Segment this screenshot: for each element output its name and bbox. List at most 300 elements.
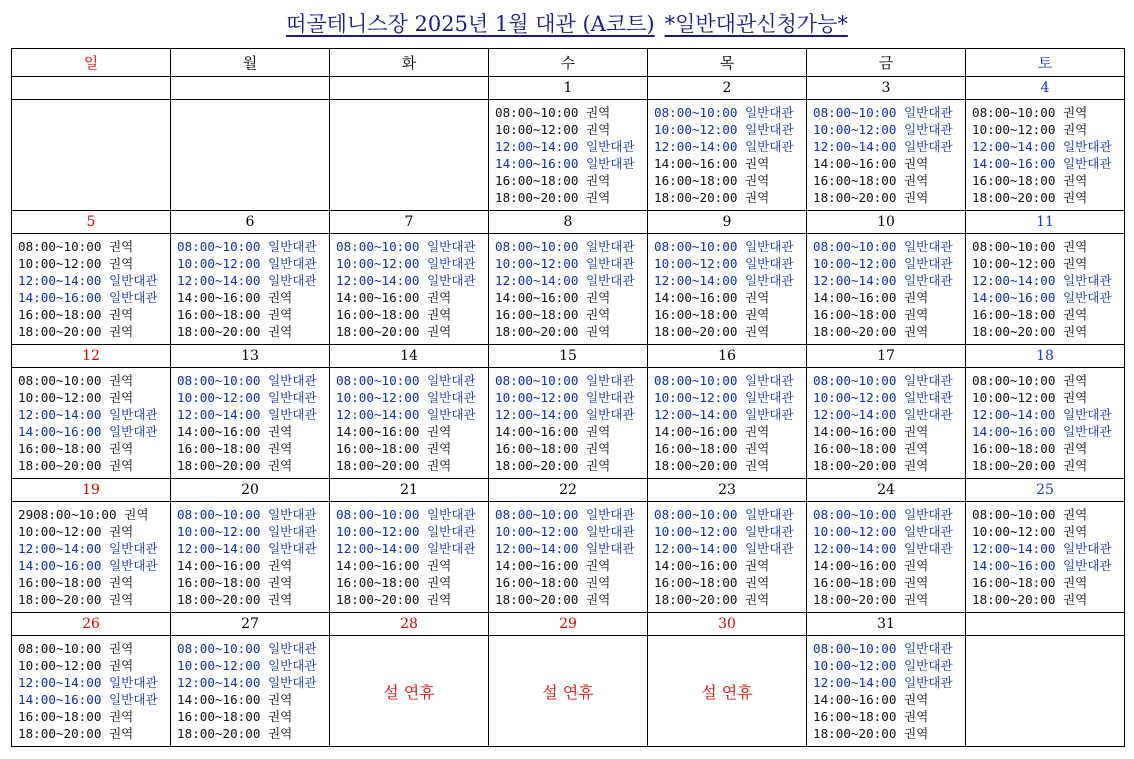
slot-open-rental[interactable] bbox=[813, 657, 965, 674]
day-cell bbox=[648, 368, 807, 479]
date-number: 22 bbox=[489, 479, 648, 502]
slot-regional bbox=[177, 691, 329, 708]
slot-label: 권역 bbox=[109, 373, 134, 388]
slot-label: 일반대관 bbox=[109, 424, 158, 439]
slot-time: 12:00~14:00 bbox=[177, 675, 261, 690]
slot-open-rental[interactable] bbox=[336, 406, 488, 423]
slot-label: 권역 bbox=[904, 592, 929, 607]
slot-label: 일반대관 bbox=[586, 373, 635, 388]
slot-open-rental[interactable] bbox=[495, 138, 647, 155]
slot-time: 08:00~10:00 bbox=[495, 507, 579, 522]
slot-regional bbox=[18, 657, 170, 674]
slot-open-rental[interactable] bbox=[177, 506, 329, 523]
day-cell bbox=[330, 100, 489, 211]
date-number: 11 bbox=[966, 211, 1125, 234]
slot-open-rental[interactable] bbox=[336, 540, 488, 557]
slot-open-rental[interactable] bbox=[813, 540, 965, 557]
slot-time: 10:00~12:00 bbox=[813, 122, 897, 137]
slot-label: 일반대관 bbox=[904, 105, 953, 120]
slot-time: 08:00~10:00 bbox=[336, 239, 420, 254]
slot-list bbox=[966, 234, 1124, 340]
slot-time: 18:00~20:00 bbox=[654, 190, 738, 205]
slot-label: 일반대관 bbox=[745, 139, 794, 154]
slot-time: 18:00~20:00 bbox=[972, 190, 1056, 205]
slot-time: 18:00~20:00 bbox=[972, 324, 1056, 339]
slot-label: 일반대관 bbox=[586, 239, 635, 254]
slot-regional bbox=[813, 289, 965, 306]
slot-time: 12:00~14:00 bbox=[972, 541, 1056, 556]
slot-regional bbox=[18, 372, 170, 389]
date-number bbox=[12, 77, 171, 100]
slot-open-rental[interactable] bbox=[813, 138, 965, 155]
slot-open-rental[interactable] bbox=[18, 557, 170, 574]
slot-time: 18:00~20:00 bbox=[495, 458, 579, 473]
slot-regional bbox=[813, 306, 965, 323]
slot-open-rental[interactable] bbox=[654, 389, 806, 406]
slot-label: 권역 bbox=[586, 290, 611, 305]
date-number: 27 bbox=[171, 613, 330, 636]
slot-time: 18:00~20:00 bbox=[813, 324, 897, 339]
date-number: 9 bbox=[648, 211, 807, 234]
slot-label: 권역 bbox=[1063, 592, 1088, 607]
day-cell bbox=[489, 502, 648, 613]
slot-time: 08:00~10:00 bbox=[177, 507, 261, 522]
slot-open-rental[interactable] bbox=[972, 155, 1124, 172]
holiday-label: 설 연휴 bbox=[542, 682, 594, 702]
slot-open-rental[interactable] bbox=[336, 523, 488, 540]
slot-open-rental[interactable] bbox=[495, 372, 647, 389]
slot-time: 10:00~12:00 bbox=[177, 256, 261, 271]
slot-open-rental[interactable] bbox=[177, 406, 329, 423]
slot-open-rental[interactable] bbox=[972, 138, 1124, 155]
slot-time: 12:00~14:00 bbox=[654, 541, 738, 556]
day-cell bbox=[648, 100, 807, 211]
slot-open-rental[interactable] bbox=[972, 272, 1124, 289]
slot-label: 일반대관 bbox=[268, 524, 317, 539]
day-cell bbox=[330, 234, 489, 345]
slot-time: 14:00~16:00 bbox=[654, 558, 738, 573]
week-slots-row bbox=[12, 100, 1125, 211]
slot-time: 18:00~20:00 bbox=[336, 592, 420, 607]
slot-open-rental[interactable] bbox=[336, 238, 488, 255]
weekday-header: 화 bbox=[330, 49, 489, 77]
slot-time: 16:00~18:00 bbox=[654, 441, 738, 456]
slot-regional bbox=[972, 104, 1124, 121]
slot-regional bbox=[18, 725, 170, 742]
slot-label: 권역 bbox=[124, 507, 149, 522]
slot-time: 12:00~14:00 bbox=[336, 541, 420, 556]
slot-list bbox=[12, 636, 170, 742]
slot-open-rental[interactable] bbox=[654, 238, 806, 255]
weekday-header: 월 bbox=[171, 49, 330, 77]
slot-regional bbox=[654, 457, 806, 474]
slot-label: 일반대관 bbox=[1063, 139, 1112, 154]
slot-open-rental[interactable] bbox=[495, 389, 647, 406]
slot-list bbox=[648, 234, 806, 340]
slot-label: 권역 bbox=[1063, 441, 1088, 456]
slot-open-rental[interactable] bbox=[18, 691, 170, 708]
slot-label: 일반대관 bbox=[745, 273, 794, 288]
day-cell bbox=[966, 502, 1125, 613]
slot-label: 일반대관 bbox=[1063, 541, 1112, 556]
slot-time: 16:00~18:00 bbox=[972, 575, 1056, 590]
slot-open-rental[interactable] bbox=[813, 640, 965, 657]
slot-list bbox=[966, 100, 1124, 206]
slot-regional bbox=[813, 423, 965, 440]
slot-label: 일반대관 bbox=[586, 390, 635, 405]
slot-open-rental[interactable] bbox=[177, 523, 329, 540]
slot-label: 권역 bbox=[109, 709, 134, 724]
slot-open-rental[interactable] bbox=[495, 255, 647, 272]
slot-label: 일반대관 bbox=[586, 407, 635, 422]
slot-label: 권역 bbox=[904, 156, 929, 171]
slot-open-rental[interactable] bbox=[654, 121, 806, 138]
slot-open-rental[interactable] bbox=[495, 155, 647, 172]
slot-regional bbox=[495, 557, 647, 574]
slot-time: 2908:00~10:00 bbox=[18, 507, 117, 522]
slot-open-rental[interactable] bbox=[495, 272, 647, 289]
slot-open-rental[interactable] bbox=[813, 523, 965, 540]
slot-open-rental[interactable] bbox=[813, 389, 965, 406]
slot-time: 18:00~20:00 bbox=[654, 458, 738, 473]
slot-time: 08:00~10:00 bbox=[495, 105, 579, 120]
slot-label: 일반대관 bbox=[427, 273, 476, 288]
slot-time: 14:00~16:00 bbox=[177, 558, 261, 573]
slot-regional bbox=[495, 440, 647, 457]
slot-open-rental[interactable] bbox=[18, 674, 170, 691]
weekday-header: 일 bbox=[12, 49, 171, 77]
date-number: 8 bbox=[489, 211, 648, 234]
slot-time: 14:00~16:00 bbox=[813, 290, 897, 305]
slot-list bbox=[489, 368, 647, 474]
slot-regional bbox=[972, 323, 1124, 340]
week-date-row bbox=[12, 345, 1125, 368]
slot-regional bbox=[495, 457, 647, 474]
slot-label: 권역 bbox=[427, 307, 452, 322]
slot-label: 권역 bbox=[1063, 524, 1088, 539]
slot-open-rental[interactable] bbox=[654, 506, 806, 523]
slot-time: 16:00~18:00 bbox=[18, 709, 102, 724]
slot-open-rental[interactable] bbox=[813, 255, 965, 272]
slot-label: 일반대관 bbox=[268, 256, 317, 271]
slot-regional bbox=[813, 155, 965, 172]
slot-label: 일반대관 bbox=[1063, 407, 1112, 422]
slot-open-rental[interactable] bbox=[18, 423, 170, 440]
day-cell bbox=[648, 502, 807, 613]
slot-label: 권역 bbox=[1063, 458, 1088, 473]
slot-time: 14:00~16:00 bbox=[813, 424, 897, 439]
slot-regional bbox=[654, 591, 806, 608]
week-date-row bbox=[12, 211, 1125, 234]
slot-list bbox=[648, 100, 806, 206]
slot-time: 16:00~18:00 bbox=[336, 441, 420, 456]
date-number: 13 bbox=[171, 345, 330, 368]
slot-time: 10:00~12:00 bbox=[972, 122, 1056, 137]
slot-label: 권역 bbox=[745, 441, 770, 456]
slot-label: 권역 bbox=[904, 692, 929, 707]
slot-regional bbox=[972, 457, 1124, 474]
slot-label: 일반대관 bbox=[586, 156, 635, 171]
slot-open-rental[interactable] bbox=[813, 104, 965, 121]
slot-list bbox=[648, 502, 806, 608]
day-cell bbox=[12, 502, 171, 613]
slot-regional bbox=[336, 591, 488, 608]
slot-time: 10:00~12:00 bbox=[972, 256, 1056, 271]
slot-regional bbox=[972, 523, 1124, 540]
slot-open-rental[interactable] bbox=[495, 238, 647, 255]
slot-time: 16:00~18:00 bbox=[177, 307, 261, 322]
calendar-table bbox=[11, 48, 1125, 747]
weekday-header: 금 bbox=[807, 49, 966, 77]
slot-regional bbox=[813, 172, 965, 189]
slot-time: 10:00~12:00 bbox=[336, 256, 420, 271]
slot-open-rental[interactable] bbox=[654, 138, 806, 155]
slot-open-rental[interactable] bbox=[813, 238, 965, 255]
slot-regional bbox=[18, 506, 170, 523]
slot-open-rental[interactable] bbox=[18, 406, 170, 423]
day-cell bbox=[171, 234, 330, 345]
day-cell bbox=[807, 502, 966, 613]
slot-time: 08:00~10:00 bbox=[972, 373, 1056, 388]
slot-time: 10:00~12:00 bbox=[495, 524, 579, 539]
slot-time: 18:00~20:00 bbox=[177, 458, 261, 473]
slot-label: 일반대관 bbox=[109, 541, 158, 556]
slot-label: 권역 bbox=[586, 307, 611, 322]
slot-time: 14:00~16:00 bbox=[654, 290, 738, 305]
slot-open-rental[interactable] bbox=[813, 506, 965, 523]
slot-time: 10:00~12:00 bbox=[177, 390, 261, 405]
slot-time: 14:00~16:00 bbox=[18, 692, 102, 707]
day-cell bbox=[330, 502, 489, 613]
slot-label: 일반대관 bbox=[427, 256, 476, 271]
day-cell bbox=[489, 234, 648, 345]
slot-open-rental[interactable] bbox=[813, 372, 965, 389]
slot-label: 일반대관 bbox=[586, 524, 635, 539]
slot-time: 18:00~20:00 bbox=[18, 592, 102, 607]
slot-open-rental[interactable] bbox=[177, 640, 329, 657]
slot-open-rental[interactable] bbox=[18, 289, 170, 306]
slot-open-rental[interactable] bbox=[654, 255, 806, 272]
slot-open-rental[interactable] bbox=[813, 406, 965, 423]
slot-label: 일반대관 bbox=[745, 541, 794, 556]
week-slots-row bbox=[12, 234, 1125, 345]
slot-open-rental[interactable] bbox=[336, 389, 488, 406]
slot-label: 일반대관 bbox=[109, 675, 158, 690]
slot-time: 10:00~12:00 bbox=[813, 256, 897, 271]
slot-label: 일반대관 bbox=[268, 641, 317, 656]
slot-label: 일반대관 bbox=[1063, 273, 1112, 288]
slot-regional bbox=[336, 423, 488, 440]
slot-open-rental[interactable] bbox=[972, 406, 1124, 423]
slot-list bbox=[807, 636, 965, 742]
slot-regional bbox=[177, 574, 329, 591]
slot-label: 권역 bbox=[586, 105, 611, 120]
slot-label: 일반대관 bbox=[268, 541, 317, 556]
slot-open-rental[interactable] bbox=[177, 372, 329, 389]
slot-regional bbox=[654, 557, 806, 574]
slot-label: 일반대관 bbox=[427, 239, 476, 254]
date-number: 7 bbox=[330, 211, 489, 234]
slot-list bbox=[966, 368, 1124, 474]
slot-regional bbox=[18, 640, 170, 657]
slot-time: 16:00~18:00 bbox=[813, 709, 897, 724]
slot-open-rental[interactable] bbox=[336, 506, 488, 523]
slot-label: 권역 bbox=[268, 290, 293, 305]
slot-regional bbox=[336, 457, 488, 474]
slot-time: 14:00~16:00 bbox=[813, 558, 897, 573]
slot-label: 일반대관 bbox=[745, 122, 794, 137]
date-number: 23 bbox=[648, 479, 807, 502]
slot-list bbox=[807, 100, 965, 206]
slot-label: 권역 bbox=[586, 575, 611, 590]
slot-label: 일반대관 bbox=[1063, 156, 1112, 171]
slot-regional bbox=[813, 440, 965, 457]
slot-regional bbox=[495, 189, 647, 206]
slot-label: 권역 bbox=[109, 524, 134, 539]
slot-list bbox=[12, 234, 170, 340]
slot-time: 18:00~20:00 bbox=[654, 592, 738, 607]
slot-time: 16:00~18:00 bbox=[336, 307, 420, 322]
slot-regional bbox=[495, 289, 647, 306]
slot-list bbox=[12, 502, 170, 608]
slot-time: 12:00~14:00 bbox=[177, 541, 261, 556]
slot-time: 08:00~10:00 bbox=[177, 373, 261, 388]
slot-open-rental[interactable] bbox=[972, 557, 1124, 574]
slot-open-rental[interactable] bbox=[336, 372, 488, 389]
slot-label: 권역 bbox=[109, 726, 134, 741]
slot-time: 12:00~14:00 bbox=[495, 273, 579, 288]
day-cell bbox=[489, 636, 648, 747]
slot-label: 일반대관 bbox=[904, 407, 953, 422]
slot-open-rental[interactable] bbox=[654, 104, 806, 121]
slot-time: 10:00~12:00 bbox=[654, 390, 738, 405]
slot-open-rental[interactable] bbox=[654, 523, 806, 540]
slot-regional bbox=[654, 440, 806, 457]
slot-open-rental[interactable] bbox=[177, 657, 329, 674]
slot-regional bbox=[177, 557, 329, 574]
slot-regional bbox=[495, 423, 647, 440]
slot-time: 12:00~14:00 bbox=[972, 407, 1056, 422]
slot-label: 권역 bbox=[268, 592, 293, 607]
slot-time: 18:00~20:00 bbox=[972, 592, 1056, 607]
slot-time: 18:00~20:00 bbox=[18, 458, 102, 473]
slot-open-rental[interactable] bbox=[336, 255, 488, 272]
slot-label: 일반대관 bbox=[427, 407, 476, 422]
slot-open-rental[interactable] bbox=[177, 238, 329, 255]
slot-open-rental[interactable] bbox=[495, 406, 647, 423]
slot-open-rental[interactable] bbox=[972, 423, 1124, 440]
slot-open-rental[interactable] bbox=[972, 289, 1124, 306]
slot-label: 일반대관 bbox=[904, 658, 953, 673]
slot-time: 16:00~18:00 bbox=[813, 575, 897, 590]
slot-open-rental[interactable] bbox=[813, 121, 965, 138]
slot-label: 일반대관 bbox=[904, 122, 953, 137]
slot-open-rental[interactable] bbox=[813, 272, 965, 289]
slot-open-rental[interactable] bbox=[177, 389, 329, 406]
slot-time: 12:00~14:00 bbox=[813, 273, 897, 288]
slot-regional bbox=[18, 255, 170, 272]
slot-time: 12:00~14:00 bbox=[813, 541, 897, 556]
slot-label: 일반대관 bbox=[904, 139, 953, 154]
title-sub: *일반대관신청가능* bbox=[664, 12, 848, 36]
slot-time: 16:00~18:00 bbox=[654, 173, 738, 188]
slot-open-rental[interactable] bbox=[177, 540, 329, 557]
slot-time: 12:00~14:00 bbox=[495, 541, 579, 556]
slot-time: 14:00~16:00 bbox=[813, 156, 897, 171]
slot-open-rental[interactable] bbox=[654, 372, 806, 389]
slot-regional bbox=[813, 708, 965, 725]
slot-open-rental[interactable] bbox=[654, 540, 806, 557]
slot-open-rental[interactable] bbox=[495, 506, 647, 523]
day-cell bbox=[966, 100, 1125, 211]
calendar-body bbox=[12, 77, 1125, 747]
slot-regional bbox=[813, 557, 965, 574]
slot-time: 10:00~12:00 bbox=[972, 390, 1056, 405]
slot-open-rental[interactable] bbox=[177, 255, 329, 272]
slot-open-rental[interactable] bbox=[654, 272, 806, 289]
slot-regional bbox=[177, 289, 329, 306]
slot-open-rental[interactable] bbox=[495, 540, 647, 557]
slot-time: 16:00~18:00 bbox=[495, 575, 579, 590]
slot-regional bbox=[972, 389, 1124, 406]
slot-label: 권역 bbox=[1063, 239, 1088, 254]
slot-time: 16:00~18:00 bbox=[18, 307, 102, 322]
slot-time: 10:00~12:00 bbox=[654, 524, 738, 539]
slot-label: 권역 bbox=[586, 190, 611, 205]
slot-time: 18:00~20:00 bbox=[18, 324, 102, 339]
slot-open-rental[interactable] bbox=[177, 272, 329, 289]
slot-list bbox=[489, 234, 647, 340]
date-number bbox=[330, 77, 489, 100]
slot-open-rental[interactable] bbox=[495, 523, 647, 540]
slot-time: 14:00~16:00 bbox=[18, 424, 102, 439]
slot-regional bbox=[972, 306, 1124, 323]
slot-open-rental[interactable] bbox=[972, 540, 1124, 557]
weekday-header: 목 bbox=[648, 49, 807, 77]
slot-open-rental[interactable] bbox=[177, 674, 329, 691]
slot-label: 일반대관 bbox=[586, 507, 635, 522]
slot-time: 12:00~14:00 bbox=[654, 273, 738, 288]
slot-label: 권역 bbox=[904, 458, 929, 473]
slot-time: 14:00~16:00 bbox=[336, 424, 420, 439]
slot-regional bbox=[177, 423, 329, 440]
slot-time: 12:00~14:00 bbox=[18, 675, 102, 690]
slot-open-rental[interactable] bbox=[336, 272, 488, 289]
slot-time: 16:00~18:00 bbox=[813, 173, 897, 188]
slot-time: 12:00~14:00 bbox=[495, 407, 579, 422]
slot-regional bbox=[813, 725, 965, 742]
slot-open-rental[interactable] bbox=[18, 272, 170, 289]
slot-label: 권역 bbox=[268, 458, 293, 473]
slot-label: 일반대관 bbox=[427, 541, 476, 556]
slot-label: 권역 bbox=[268, 324, 293, 339]
slot-label: 일반대관 bbox=[109, 692, 158, 707]
slot-time: 12:00~14:00 bbox=[813, 407, 897, 422]
slot-time: 14:00~16:00 bbox=[972, 156, 1056, 171]
slot-time: 18:00~20:00 bbox=[18, 726, 102, 741]
day-cell bbox=[171, 100, 330, 211]
day-cell bbox=[12, 368, 171, 479]
day-cell bbox=[12, 636, 171, 747]
slot-open-rental[interactable] bbox=[654, 406, 806, 423]
slot-regional bbox=[18, 306, 170, 323]
day-cell bbox=[489, 368, 648, 479]
slot-open-rental[interactable] bbox=[813, 674, 965, 691]
date-number: 16 bbox=[648, 345, 807, 368]
slot-open-rental[interactable] bbox=[18, 540, 170, 557]
slot-label: 권역 bbox=[427, 592, 452, 607]
day-cell bbox=[489, 100, 648, 211]
